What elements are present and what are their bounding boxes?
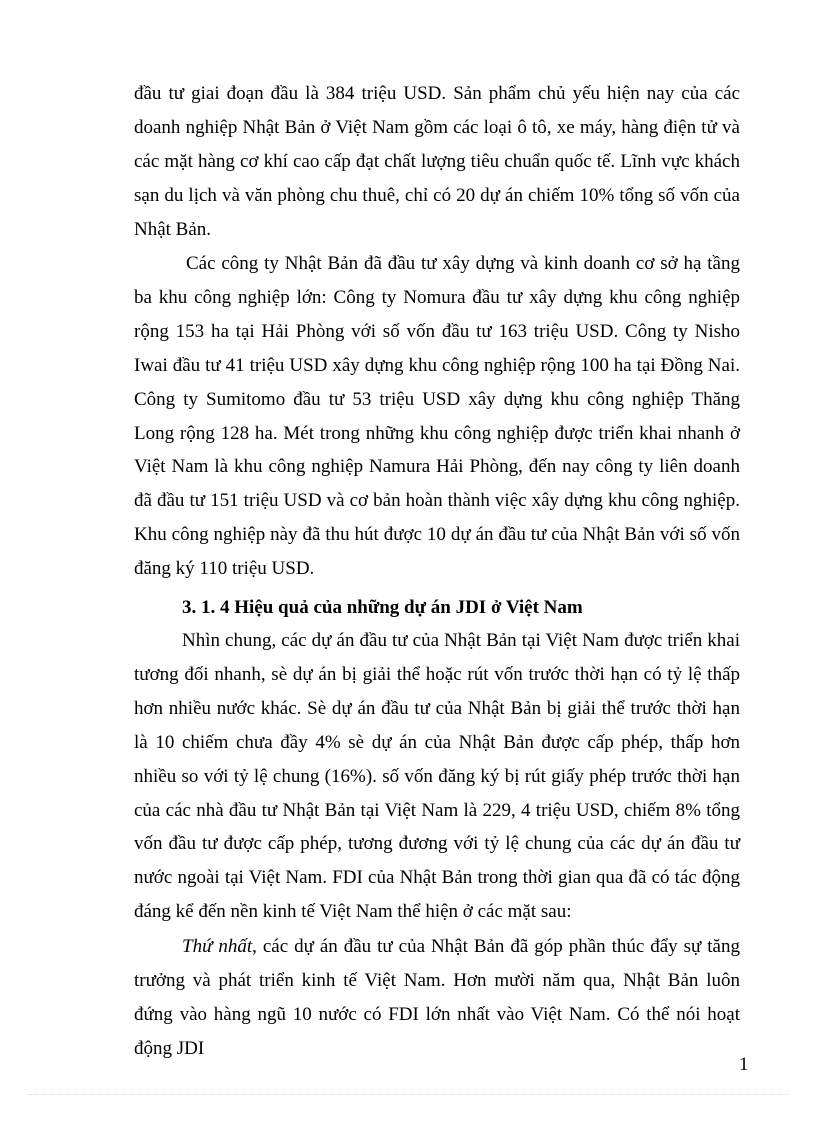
paragraph-investment-products: đầu tư giai đoạn đầu là 384 triệu USD. Sản phẩm chủ yếu hiện nay của các doanh nghiệp Nhật Bản ở Việt Nam gồm các loại ô tô, xe máy, hàng điện tử và các mặt hàng cơ khí cao cấp đạt chất lượng tiêu chuẩn quốc tế. Lĩnh vực khách sạn du lịch và văn phòng chu thuê, chỉ có 20 dự án chiếm 10% tổng số vốn của Nhật Bản. [134,83,740,240]
paragraph-first-impact [134,930,740,1066]
section-heading: 3. 1. 4 Hiệu quả của những dự án JDI ở Việt Nam [182,597,583,618]
paragraph-first-impact-text: , các dự án đầu tư của Nhật Bản đã góp phần thúc đẩy sự tăng trưởng và phát triển kinh tế Việt Nam. Hơn mười năm qua, Nhật Bản luôn đứng vào hàng ngũ 10 nước có FDI lớn nhất vào Việt Nam. Có thể nói hoạt động JDI [134,936,740,1059]
paragraph-industrial-zones: Các công ty Nhật Bản đã đầu tư xây dựng và kinh doanh cơ sở hạ tầng ba khu công nghiệp lớn: Công ty Nomura đầu tư xây dựng khu công nghiệp rộng 153 ha tại Hải Phòng với số vốn đầu tư 163 triệu USD. Công ty Nisho Iwai đầu tư 41 triệu USD xây dựng khu công nghiệp rộng 100 ha tại Đồng Nai. Công ty Sumitomo đầu tư 53 triệu USD xây dựng khu công nghiệp Thăng Long rộng 128 ha. Mét trong những khu công nghiệp được triển khai nhanh ở Việt Nam là khu công nghiệp Namura Hải Phòng, đến nay công ty liên doanh đã đầu tư 151 triệu USD và cơ bản hoàn thành việc xây dựng khu công nghiệp. Khu công nghiệp này đã thu hút được 10 dự án đầu tư của Nhật Bản với số vốn đăng ký 110 triệu USD. [134,253,740,580]
emphasis-first: Thứ nhất [182,936,253,957]
page-number: 1 [739,1054,749,1075]
footer-divider [28,1094,788,1095]
paragraph-project-efficiency: Nhìn chung, các dự án đầu tư của Nhật Bản tại Việt Nam được triển khai tương đối nhanh, sè dự án bị giải thể hoặc rút vốn trước thời hạn có tỷ lệ thấp hơn nhiều nước khác. Sè dự án đầu tư của Nhật Bản bị giải thể trước thời hạn là 10 chiếm chưa đầy 4% sè dự án của Nhật Bản được cấp phép, thấp hơn nhiều so với tỷ lệ chung (16%). số vốn đăng ký bị rút giấy phép trước thời hạn của các nhà đầu tư Nhật Bản tại Việt Nam là 229, 4 triệu USD, chiếm 8% tổng vốn đầu tư được cấp phép, tương đương với tỷ lệ chung của các dự án đầu tư nước ngoài tại Việt Nam. FDI của Nhật Bản trong thời gian qua đã có tác động đáng kể đến nền kinh tế Việt Nam thể hiện ở các mặt sau: [134,630,740,923]
